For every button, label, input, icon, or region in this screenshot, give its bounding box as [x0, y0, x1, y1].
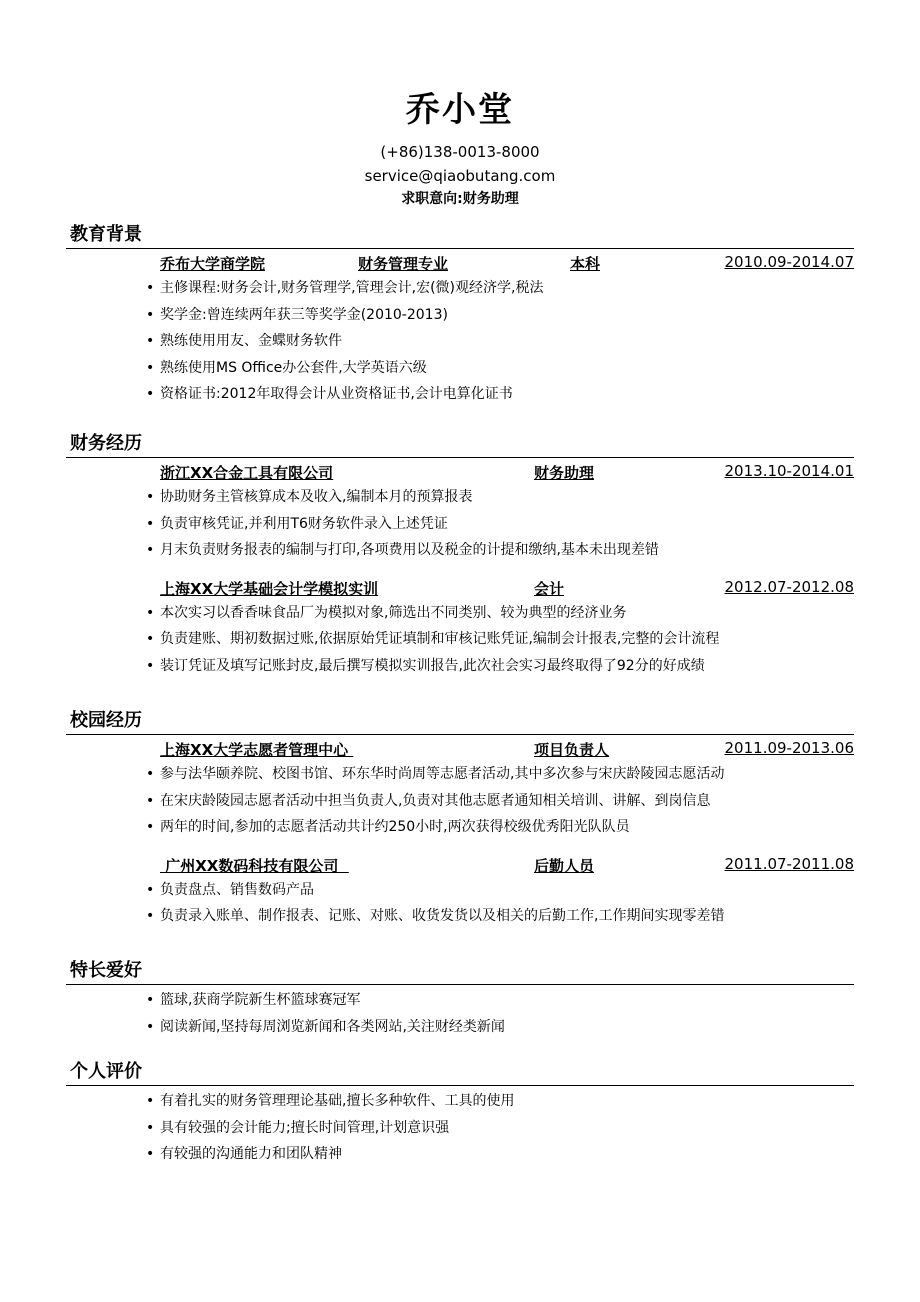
self-evaluation-section — [66, 1059, 854, 1168]
job-role: 会计 — [534, 579, 565, 598]
list-item: • 有着扎实的财务管理理论基础,擅长多种软件、工具的使用 — [66, 1088, 854, 1115]
campus-list-2 — [66, 877, 854, 930]
list-item: • 参与法华颐养院、校图书馆、环东华时尚周等志愿者活动,其中多次参与宋庆龄陵园志愿活动 — [66, 761, 854, 788]
education-title: 教育背景 — [66, 222, 854, 249]
list-item: • 熟练使用用友、金蝶财务软件 — [66, 328, 854, 355]
list-item: • 负责建账、期初数据过账,依据原始凭证填制和审核记账凭证,编制会计报表,完整的会计流程 — [66, 626, 854, 653]
candidate-name: 乔小堂 — [406, 90, 514, 130]
campus-entry-head-1 — [66, 735, 854, 761]
list-item: • 有较强的沟通能力和团队精神 — [66, 1141, 854, 1168]
phone-number: (+86)138-0013-8000 — [380, 143, 540, 161]
finance-title: 财务经历 — [66, 431, 854, 458]
campus-title: 校园经历 — [66, 708, 854, 735]
hobbies-title: 特长爱好 — [66, 958, 854, 985]
education-date: 2010.09-2014.07 — [724, 253, 854, 271]
campus-entry-head-2 — [66, 851, 854, 877]
organization-name: 上海XX大学志愿者管理中心 — [160, 741, 354, 759]
list-item: • 主修课程:财务会计,财务管理学,管理会计,宏(微)观经济学,税法 — [66, 275, 854, 302]
education-entry-head — [66, 249, 854, 275]
list-item: • 两年的时间,参加的志愿者活动共计约250小时,两次获得校级优秀阳光队队员 — [66, 814, 854, 841]
campus-list-1 — [66, 761, 854, 841]
list-item: • 负责录入账单、制作报表、记账、对账、收货发货以及相关的后勤工作,工作期间实现零差错 — [66, 903, 854, 930]
resume-header — [0, 88, 920, 210]
list-item: • 负责审核凭证,并利用T6财务软件录入上述凭证 — [66, 511, 854, 538]
list-item: • 负责盘点、销售数码产品 — [66, 877, 854, 904]
degree: 本科 — [570, 255, 601, 273]
list-item: • 篮球,获商学院新生杯篮球赛冠军 — [66, 987, 854, 1014]
list-item: • 在宋庆龄陵园志愿者活动中担当负责人,负责对其他志愿者通知相关培训、讲解、到岗信息 — [66, 788, 854, 815]
job-role: 后勤人员 — [534, 856, 595, 875]
job-objective: 求职意向:财务助理 — [401, 191, 519, 207]
job-date: 2011.07-2011.08 — [724, 854, 854, 873]
finance-list-2 — [66, 600, 854, 680]
organization-name: 广州XX数码科技有限公司 — [160, 856, 349, 875]
hobbies-section — [66, 958, 854, 1040]
email-address: service@qiaobutang.com — [364, 167, 556, 185]
finance-entry-head-1 — [66, 458, 854, 484]
self-evaluation-title: 个人评价 — [66, 1059, 854, 1086]
self-evaluation-list — [66, 1088, 854, 1168]
job-date: 2013.10-2014.01 — [724, 462, 854, 480]
list-item: • 资格证书:2012年取得会计从业资格证书,会计电算化证书 — [66, 381, 854, 408]
list-item: • 阅读新闻,坚持每周浏览新闻和各类网站,关注财经类新闻 — [66, 1014, 854, 1041]
finance-section — [66, 431, 854, 679]
school-name: 乔布大学商学院 — [160, 255, 266, 273]
job-date: 2012.07-2012.08 — [724, 577, 854, 596]
list-item: • 装订凭证及填写记账封皮,最后撰写模拟实训报告,此次社会实习最终取得了92分的好成绩 — [66, 653, 854, 680]
major-name: 财务管理专业 — [358, 255, 449, 273]
list-item: • 月末负责财务报表的编制与打印,各项费用以及税金的计提和缴纳,基本未出现差错 — [66, 537, 854, 564]
job-role: 财务助理 — [534, 464, 595, 482]
education-list — [66, 275, 854, 408]
campus-section — [66, 708, 854, 930]
education-section — [66, 222, 854, 408]
company-name: 上海XX大学基础会计学模拟实训 — [160, 579, 379, 598]
hobbies-list — [66, 987, 854, 1040]
job-date: 2011.09-2013.06 — [724, 739, 854, 757]
finance-list-1 — [66, 484, 854, 564]
finance-entry-head-2 — [66, 574, 854, 600]
list-item: • 熟练使用MS Office办公套件,大学英语六级 — [66, 355, 854, 382]
list-item: • 协助财务主管核算成本及收入,编制本月的预算报表 — [66, 484, 854, 511]
list-item: • 本次实习以香香味食品厂为模拟对象,筛选出不同类别、较为典型的经济业务 — [66, 600, 854, 627]
list-item: • 奖学金:曾连续两年获三等奖学金(2010-2013) — [66, 302, 854, 329]
company-name: 浙江XX合金工具有限公司 — [160, 464, 334, 482]
list-item: • 具有较强的会计能力;擅长时间管理,计划意识强 — [66, 1115, 854, 1142]
job-role: 项目负责人 — [534, 741, 610, 759]
